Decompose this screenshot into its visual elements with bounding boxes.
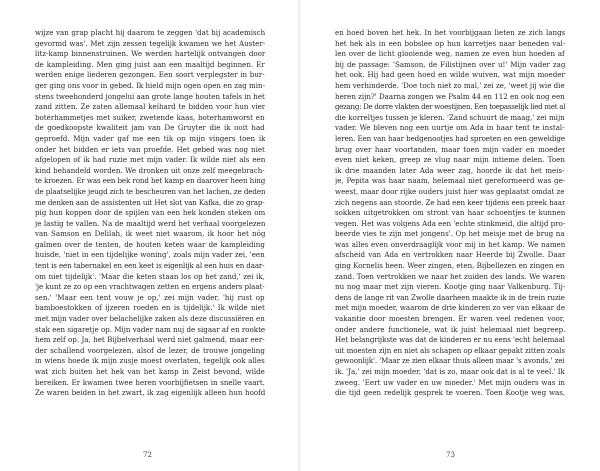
text-line: vakantie door moesten brengen. Er waren veel redenen voor, [335,314,565,324]
text-line: nu nog maar met zijn vieren. Kootje ging naar Valkenburg. Tij- [335,282,565,292]
text-line: onder het bidden er iets van proefde. Het gebed was nog niet [35,144,265,154]
text-line: hem verhinderde. 'Doe toch niet zo mal,' zei ze, 'weet jij wie die [335,80,565,90]
text-line: je lastig te vallen. Na de maaltijd werd het verhaal voorgelezen [35,218,265,228]
text-line: ik. 'Ja,' zei mijn moeder, 'dat is zo, maar ook dat is al te veel.' Ik [335,367,565,376]
text-line: in wiens hoede ik mijn zusje moest overlaten, tegelijk ook alles [35,356,265,366]
text-line: te kroezen. Er was een bek rond het kamp en daarover heen hing [35,176,265,186]
text-line: geproefd. Mijn vader gaf me een tik op mijn vingers toen ik [35,133,265,143]
text-line: de goedkoopste kwaliteit jam van De Gruyter die ik ooit had [35,123,265,133]
text-line: huisde, 'niet in een tijdelijke woning', zoals mijn vader zei, 'een [35,250,265,260]
text-line: pig hun koppen door de spijlen van een hek konden steken om [35,208,265,218]
text-line: leren. Een van haar bedgenootjes had sproeten en een geweldige [335,133,565,143]
text-line: gezang: De dorre vlakten der woestijnen. Een toepasselijk lied met al [335,102,565,112]
text-line: zich negens aan stoorde. Ze had een keer tijdens een preek haar [335,197,565,207]
text-line: zand. Toen vertrokken we naar het zuiden des lands. We waren [335,271,565,281]
text-line: 'je kunt ze zo op een vrachtwagen zetten en ergens anders plaat- [35,282,265,292]
text-line: stens tweehonderd jongelui aan grote lange houten tafels in het [35,91,265,101]
text-line: stak een sigaretje op. Mijn vader nam nuj de sigaar af en rookte [35,324,265,334]
text-line: van Samson en Delilah, ik weet niet waarom, ik hoor het nóg [35,229,265,239]
text-line: ik drie maanden later Ada weer zag, hoorde ik dat het meis- [335,165,565,175]
left-page-text [35,28,265,399]
text-line: wijze van grap placht hij daarom te zeggen 'dat hij academisch [35,28,265,37]
text-line: met mijn moeder, waarom de drie kinderen zo ver van elkaar de [335,303,565,313]
text-line: met mijn vader over belachelijke zaken als deze discussiëren en [35,314,265,324]
right-page-text [335,28,565,399]
text-line: en hoed boven het hek. In het voorbijgaan lieten ze zich langs [335,28,565,37]
text-line: hem zelf op. Ja, het Bijbelverhaal werd niet galmend, maar eer- [35,335,265,345]
text-line: sokken uitgetrokken om stront van haar schoentjes te kunnen [335,208,565,218]
text-line: sen.' 'Maar een tent vouw je op,' zei mijn vader, 'hij rust op [35,292,265,302]
text-line: je, Pepita was haar naam, helemaal niet gereformeerd was ge- [335,176,565,186]
text-line: heren zijn?' Daarna zongen we Psalm 44 en 112 en ook nog een [335,91,565,101]
text-line: de plaatselijke jeugd zich te bescheuren van het lachen, ze deden [35,186,265,196]
page-number-left: 72 [143,451,152,459]
text-line: het hek als in een bobslee op hun karretjes naar beneden val- [335,38,565,48]
text-line: de kampleiding. Men ging juist aan een maaltijd beginnen. Er [35,59,265,69]
text-line: weest, maar door rijke ouders juist hier was geplaatst omdat ze [335,186,565,196]
text-line: afscheid van Ada en vertrokken naar Heerde bij Zwolle. Daar [335,250,565,260]
text-line: die tijd geen redelijk gesprek te voeren. Toen Kootje weg was, [335,388,565,398]
text-line: me denken aan de assistenten uit Het slot van Kafka, die zo grap- [35,197,265,207]
text-line: onder andere functionele, wat ik juist helemaal niet begreep. [335,324,565,334]
text-line: beerde vies te zijn met jongens'. Op het meisje met de brug na [335,229,565,239]
text-line: tent is een tabernakel en een keet is eigenlijk al een huis en daar- [35,261,265,271]
text-line: die korreltjes tussen je kleren. 'Zand schuurt de maag,' zei mijn [335,112,565,122]
page-number-right: 73 [446,451,455,459]
text-line: even niet keken, greep ze vlug naar mijn intieme delen. Toen [335,155,565,165]
text-line: bereiken. Er kwamen twee heren voorbijfietsen in snelle vaart. [35,377,265,387]
text-line: zweeg. 'Eert uw vader en uw moeder.' Met mijn ouders was in [335,377,565,387]
text-line: dens de lange rit van Zwolle daarheen maakte ik in de trein ruzie [335,292,565,302]
text-line: brug over haar voortanden, maar toen mijn vader en moeder [335,144,565,154]
text-line: bij de passage: 'Samson, de Filistijnen over u!' Mijn vader zag [335,59,565,69]
text-line: was alles even onverdraaglijk voor mij in het kamp. We namen [335,239,565,249]
text-line: kind behandeld worden. We dronken uit onze zelf meegebrach- [35,165,265,175]
text-line: bamboestokken of ijzeren roeden en is tijdelijk.' Ik wilde niet [35,303,265,313]
text-line: vegen. Het was volgens Ada een 'echte stinkmeid, die altijd pro- [335,218,565,228]
text-line: Ze waren beiden in het zwart, ik zag eigenlijk alleen hun hoofd [35,388,265,398]
text-line: werden enige liederen gezongen. Een soort verplegster in bur- [35,70,265,80]
text-line: gevormd was'. Met zijn zessen tegelijk kwamen we het Auster- [35,38,265,48]
text-line: ging Kornelis heen. Weer zingen, eten, Bijbellezen en zingen en [335,261,565,271]
text-line: Het belangrijkste was dat de kinderen er nu eens 'echt helemaal [335,335,565,345]
text-line: afgelopen of ik had ruzie met mijn vader. Ik wilde niet als een [35,155,265,165]
text-line: zand zitten. Ze zaten allemaal keihard te bidden voor hun vier [35,102,265,112]
text-line: uit moesten zijn en niet als schapen op elkaar gepakt zitten zoals [335,345,565,355]
text-line: gewoonlijk'. 'Maar ze zien elkaar thuis alleen maar 's avonds,' zei [335,356,565,366]
right-page [300,0,600,471]
text-line: ger ging ons voor in gebed. Ik hield mijn ogen open en zag min- [35,80,265,90]
text-line: litz-kamp binnenstruinen. We werden hartelijk ontvangen door [35,49,265,59]
text-line: om niet tijdelijk'. 'Maar die keten staan los op het zand,' zei ik, [35,271,265,281]
text-line: vader. We bleven nog een uurtje om Ada in haar tent te instal- [335,123,565,133]
text-line: het ook. Hij had geen hoed en wilde wuiven, wat mijn moeder [335,70,565,80]
text-line: galmen over de tenten, de houten keten waar de kampleiding [35,239,265,249]
text-line: len over de licht glooiende weg, namen ze even hun hoeden af [335,49,565,59]
text-line: wat zich buiten het hek van het kamp in Zeist bevond, wilde [35,367,265,376]
text-line: der schallend voorgelezen, alsof de lezer, de trouwe jongeling [35,345,265,355]
text-line: boterhammetjes met suiker, zwetende kaas, boterhamworst en [35,112,265,122]
